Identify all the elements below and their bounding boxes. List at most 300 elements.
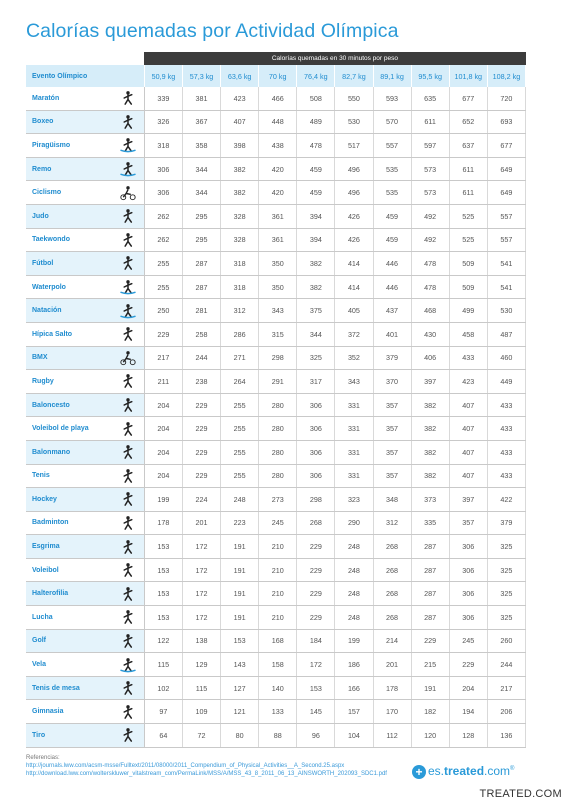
calorie-value: 255 — [221, 393, 259, 417]
calorie-value: 258 — [182, 322, 220, 346]
calorie-value: 245 — [259, 511, 297, 535]
calorie-value: 268 — [373, 606, 411, 630]
calorie-value: 229 — [297, 535, 335, 559]
event-icon-cell — [111, 724, 144, 748]
table-row — [26, 653, 526, 677]
calorie-value: 104 — [335, 724, 373, 748]
event-icon-cell — [111, 417, 144, 441]
event-icon-cell — [111, 346, 144, 370]
calorie-value: 238 — [182, 370, 220, 394]
calorie-value: 459 — [373, 204, 411, 228]
calorie-value: 178 — [373, 676, 411, 700]
calorie-value: 325 — [487, 582, 525, 606]
weight-column-header: 108,2 kg — [487, 65, 525, 87]
event-icon-cell — [111, 87, 144, 110]
table-row — [26, 488, 526, 512]
event-icon-cell — [111, 653, 144, 677]
calorie-value: 446 — [373, 275, 411, 299]
event-name: Hockey — [26, 488, 111, 512]
calorie-value: 448 — [259, 110, 297, 134]
calorie-value: 379 — [373, 346, 411, 370]
event-icon-cell — [111, 676, 144, 700]
calorie-value: 295 — [182, 204, 220, 228]
table-row — [26, 629, 526, 653]
event-icon-cell — [111, 558, 144, 582]
golf-icon — [119, 633, 137, 649]
calorie-value: 109 — [182, 700, 220, 724]
calorie-value: 204 — [144, 464, 182, 488]
calorie-value: 229 — [182, 440, 220, 464]
event-name: Natación — [26, 299, 111, 323]
calorie-value: 382 — [221, 157, 259, 181]
calorie-value: 191 — [411, 676, 449, 700]
calorie-value: 280 — [259, 417, 297, 441]
calorie-value: 593 — [373, 87, 411, 110]
page-title: Calorías quemadas por Actividad Olímpica — [26, 20, 399, 42]
calorie-value: 255 — [144, 275, 182, 299]
cyclist-icon — [119, 185, 137, 201]
calorie-value: 306 — [449, 582, 487, 606]
calorie-value: 326 — [144, 110, 182, 134]
calorie-value: 255 — [144, 252, 182, 276]
weight-column-header: 57,3 kg — [182, 65, 220, 87]
calorie-value: 350 — [259, 275, 297, 299]
event-name: Tenis de mesa — [26, 676, 111, 700]
event-name: Tiro — [26, 724, 111, 748]
calorie-value: 153 — [144, 606, 182, 630]
calorie-value: 489 — [297, 110, 335, 134]
beach-volleyball-icon — [119, 421, 137, 437]
calorie-value: 268 — [373, 558, 411, 582]
event-icon-cell — [111, 511, 144, 535]
calorie-value: 407 — [449, 464, 487, 488]
event-name: Ciclismo — [26, 181, 111, 205]
calorie-value: 210 — [259, 558, 297, 582]
calorie-value: 460 — [487, 346, 525, 370]
weight-column-header: 82,7 kg — [335, 65, 373, 87]
calorie-value: 229 — [411, 629, 449, 653]
calorie-value: 248 — [335, 582, 373, 606]
reference-link[interactable]: http://download.lww.com/wolterskluwer_vitalstream_com/PermaLink/MSS/A/MSS_43_8_2011_06_13_AINSWORTH_202093_SDC1.pdf — [26, 771, 387, 777]
calorie-value: 433 — [487, 440, 525, 464]
calorie-value: 397 — [411, 370, 449, 394]
calorie-value: 357 — [373, 440, 411, 464]
calorie-value: 138 — [182, 629, 220, 653]
calorie-value: 458 — [449, 322, 487, 346]
calorie-value: 260 — [487, 629, 525, 653]
plus-logo-icon: + — [412, 765, 426, 779]
calorie-value: 343 — [335, 370, 373, 394]
calorie-value: 306 — [297, 393, 335, 417]
calorie-value: 382 — [411, 440, 449, 464]
calorie-value: 287 — [182, 275, 220, 299]
event-name: Balonmano — [26, 440, 111, 464]
calorie-value: 290 — [335, 511, 373, 535]
calorie-value: 112 — [373, 724, 411, 748]
event-icon-cell — [111, 204, 144, 228]
calorie-value: 344 — [182, 181, 220, 205]
table-row — [26, 606, 526, 630]
calorie-value: 557 — [373, 134, 411, 158]
hockey-icon — [119, 491, 137, 507]
table-row — [26, 511, 526, 535]
calorie-value: 122 — [144, 629, 182, 653]
calorie-value: 535 — [373, 181, 411, 205]
calorie-value: 287 — [411, 558, 449, 582]
calorie-value: 273 — [259, 488, 297, 512]
calorie-value: 720 — [487, 87, 525, 110]
rowing-icon — [119, 161, 137, 177]
event-name: Esgrima — [26, 535, 111, 559]
taekwondo-icon — [119, 232, 137, 248]
calorie-value: 570 — [373, 110, 411, 134]
calorie-value: 325 — [487, 535, 525, 559]
calorie-value: 406 — [411, 346, 449, 370]
calorie-value: 611 — [449, 157, 487, 181]
table-row — [26, 464, 526, 488]
event-name: Waterpolo — [26, 275, 111, 299]
table-row — [26, 417, 526, 441]
group-header: Calorías quemadas en 30 minutos por peso — [144, 52, 525, 65]
event-name: Halterofilia — [26, 582, 111, 606]
calorie-value: 394 — [297, 228, 335, 252]
calorie-value: 496 — [335, 157, 373, 181]
calorie-value: 306 — [297, 440, 335, 464]
calorie-value: 414 — [335, 252, 373, 276]
calorie-value: 115 — [144, 653, 182, 677]
table-row — [26, 535, 526, 559]
calorie-value: 184 — [297, 629, 335, 653]
table-row — [26, 181, 526, 205]
calorie-value: 229 — [297, 582, 335, 606]
calorie-value: 210 — [259, 582, 297, 606]
event-icon-cell — [111, 488, 144, 512]
event-icon-cell — [111, 228, 144, 252]
calorie-value: 318 — [144, 134, 182, 158]
rugby-icon — [119, 373, 137, 389]
event-icon-cell — [111, 181, 144, 205]
calorie-value: 557 — [487, 228, 525, 252]
event-icon-cell — [111, 629, 144, 653]
calorie-value: 611 — [449, 181, 487, 205]
calorie-value: 433 — [487, 393, 525, 417]
table-row — [26, 700, 526, 724]
calorie-value: 423 — [449, 370, 487, 394]
event-icon-cell — [111, 370, 144, 394]
calorie-value: 191 — [221, 582, 259, 606]
bmx-icon — [119, 350, 137, 366]
event-icon-cell — [111, 700, 144, 724]
calorie-value: 204 — [449, 676, 487, 700]
calorie-value: 317 — [297, 370, 335, 394]
references — [26, 754, 387, 778]
tennis-icon — [119, 468, 137, 484]
calorie-value: 328 — [221, 204, 259, 228]
calorie-value: 323 — [335, 488, 373, 512]
calorie-value: 357 — [373, 417, 411, 441]
calorie-value: 286 — [221, 322, 259, 346]
calorie-value: 287 — [411, 535, 449, 559]
swimmer-icon — [119, 303, 137, 319]
event-name: Taekwondo — [26, 228, 111, 252]
event-name: Voleibol de playa — [26, 417, 111, 441]
calorie-value: 407 — [449, 393, 487, 417]
event-icon-cell — [111, 606, 144, 630]
calorie-value: 157 — [335, 700, 373, 724]
table-row — [26, 134, 526, 158]
table-row — [26, 370, 526, 394]
fencing-icon — [119, 539, 137, 555]
calorie-value: 206 — [487, 700, 525, 724]
calorie-value: 250 — [144, 299, 182, 323]
table-row — [26, 228, 526, 252]
calorie-value: 271 — [221, 346, 259, 370]
calorie-value: 128 — [449, 724, 487, 748]
event-name: Lucha — [26, 606, 111, 630]
calorie-value: 306 — [297, 464, 335, 488]
calorie-value: 96 — [297, 724, 335, 748]
calorie-value: 357 — [449, 511, 487, 535]
calorie-value: 358 — [182, 134, 220, 158]
calorie-value: 509 — [449, 275, 487, 299]
event-icon-cell — [111, 275, 144, 299]
calorie-value: 245 — [449, 629, 487, 653]
table-row — [26, 157, 526, 181]
event-name: Fútbol — [26, 252, 111, 276]
calorie-value: 373 — [411, 488, 449, 512]
calorie-value: 217 — [144, 346, 182, 370]
calorie-value: 229 — [449, 653, 487, 677]
calorie-value: 172 — [297, 653, 335, 677]
calorie-value: 459 — [373, 228, 411, 252]
calorie-value: 295 — [182, 228, 220, 252]
event-name: Tenis — [26, 464, 111, 488]
calorie-value: 325 — [487, 606, 525, 630]
calorie-value: 204 — [144, 440, 182, 464]
calorie-value: 248 — [221, 488, 259, 512]
calorie-value: 172 — [182, 606, 220, 630]
calorie-value: 172 — [182, 535, 220, 559]
references-label: Referencias: — [26, 755, 60, 761]
calorie-value: 611 — [411, 110, 449, 134]
event-name: Baloncesto — [26, 393, 111, 417]
table-row — [26, 346, 526, 370]
calorie-value: 291 — [259, 370, 297, 394]
calorie-value: 375 — [297, 299, 335, 323]
calorie-value: 315 — [259, 322, 297, 346]
calorie-value: 194 — [449, 700, 487, 724]
badminton-icon — [119, 515, 137, 531]
calorie-value: 446 — [373, 252, 411, 276]
table-row — [26, 393, 526, 417]
calorie-value: 394 — [297, 204, 335, 228]
table-row — [26, 440, 526, 464]
event-name: Golf — [26, 629, 111, 653]
calorie-value: 210 — [259, 606, 297, 630]
event-name: Rugby — [26, 370, 111, 394]
calorie-value: 401 — [373, 322, 411, 346]
calorie-value: 468 — [411, 299, 449, 323]
event-name: Remo — [26, 157, 111, 181]
table-row — [26, 110, 526, 134]
calorie-value: 244 — [182, 346, 220, 370]
calorie-value: 597 — [411, 134, 449, 158]
calorie-value: 478 — [411, 275, 449, 299]
event-icon-cell — [111, 464, 144, 488]
calorie-value: 255 — [221, 464, 259, 488]
table-row — [26, 252, 526, 276]
event-icon-cell — [111, 252, 144, 276]
calorie-value: 210 — [259, 535, 297, 559]
calorie-value: 335 — [411, 511, 449, 535]
calorie-value: 255 — [221, 440, 259, 464]
calorie-value: 420 — [259, 181, 297, 205]
calorie-value: 449 — [487, 370, 525, 394]
calorie-value: 352 — [335, 346, 373, 370]
calorie-value: 172 — [182, 558, 220, 582]
table-row — [26, 275, 526, 299]
calorie-value: 166 — [335, 676, 373, 700]
calorie-value: 268 — [297, 511, 335, 535]
event-name: Boxeo — [26, 110, 111, 134]
calorie-value: 573 — [411, 157, 449, 181]
calorie-value: 255 — [221, 417, 259, 441]
calorie-value: 121 — [221, 700, 259, 724]
calorie-value: 478 — [297, 134, 335, 158]
calorie-value: 414 — [335, 275, 373, 299]
calorie-value: 478 — [411, 252, 449, 276]
calorie-value: 172 — [182, 582, 220, 606]
calorie-value: 186 — [335, 653, 373, 677]
calorie-value: 367 — [182, 110, 220, 134]
table-row — [26, 299, 526, 323]
calorie-value: 487 — [487, 322, 525, 346]
calorie-value: 677 — [449, 87, 487, 110]
calorie-value: 652 — [449, 110, 487, 134]
calorie-value: 280 — [259, 393, 297, 417]
calorie-value: 541 — [487, 252, 525, 276]
calorie-value: 199 — [335, 629, 373, 653]
weight-column-header: 95,5 kg — [411, 65, 449, 87]
calorie-value: 153 — [144, 582, 182, 606]
event-icon-cell — [111, 322, 144, 346]
calorie-value: 550 — [335, 87, 373, 110]
weightlifting-icon — [119, 586, 137, 602]
calorie-value: 466 — [259, 87, 297, 110]
calorie-value: 405 — [335, 299, 373, 323]
table-row — [26, 582, 526, 606]
calorie-value: 492 — [411, 228, 449, 252]
wrestling-icon — [119, 609, 137, 625]
calorie-value: 328 — [221, 228, 259, 252]
calorie-value: 229 — [297, 558, 335, 582]
calorie-value: 459 — [297, 181, 335, 205]
calorie-value: 357 — [373, 464, 411, 488]
event-column-header: Evento Olímpico — [26, 65, 144, 87]
calorie-value: 298 — [297, 488, 335, 512]
calorie-value: 64 — [144, 724, 182, 748]
calorie-value: 262 — [144, 228, 182, 252]
calorie-value: 361 — [259, 204, 297, 228]
calorie-value: 331 — [335, 440, 373, 464]
calorie-value: 331 — [335, 464, 373, 488]
calorie-value: 229 — [297, 606, 335, 630]
calorie-value: 557 — [487, 204, 525, 228]
event-name: Hípica Salto — [26, 322, 111, 346]
calorie-value: 97 — [144, 700, 182, 724]
calorie-value: 381 — [182, 87, 220, 110]
calorie-value: 214 — [373, 629, 411, 653]
calorie-value: 407 — [449, 440, 487, 464]
handball-icon — [119, 444, 137, 460]
calorie-value: 204 — [144, 417, 182, 441]
calorie-value: 306 — [297, 417, 335, 441]
calorie-value: 133 — [259, 700, 297, 724]
calorie-value: 306 — [449, 558, 487, 582]
calorie-value: 525 — [449, 228, 487, 252]
calorie-value: 499 — [449, 299, 487, 323]
calorie-value: 357 — [373, 393, 411, 417]
volleyball-icon — [119, 562, 137, 578]
calorie-value: 211 — [144, 370, 182, 394]
runner-icon — [119, 90, 137, 106]
calorie-value: 153 — [221, 629, 259, 653]
calorie-value: 437 — [373, 299, 411, 323]
calorie-value: 459 — [297, 157, 335, 181]
waterpolo-icon — [119, 279, 137, 295]
calorie-value: 80 — [221, 724, 259, 748]
calorie-value: 287 — [411, 582, 449, 606]
calorie-value: 382 — [221, 181, 259, 205]
calorie-value: 223 — [221, 511, 259, 535]
calorie-value: 693 — [487, 110, 525, 134]
calorie-value: 140 — [259, 676, 297, 700]
calorie-value: 407 — [221, 110, 259, 134]
calorie-value: 215 — [411, 653, 449, 677]
calorie-value: 677 — [487, 134, 525, 158]
calorie-value: 530 — [487, 299, 525, 323]
calorie-value: 145 — [297, 700, 335, 724]
calorie-value: 158 — [259, 653, 297, 677]
calorie-value: 115 — [182, 676, 220, 700]
calorie-value: 229 — [182, 393, 220, 417]
calorie-value: 573 — [411, 181, 449, 205]
event-name: Badminton — [26, 511, 111, 535]
event-icon-cell — [111, 535, 144, 559]
calorie-value: 637 — [449, 134, 487, 158]
event-icon-cell — [111, 157, 144, 181]
calorie-value: 370 — [373, 370, 411, 394]
event-name: BMX — [26, 346, 111, 370]
calorie-value: 224 — [182, 488, 220, 512]
calorie-value: 306 — [449, 535, 487, 559]
calorie-value: 306 — [144, 181, 182, 205]
calorie-value: 331 — [335, 393, 373, 417]
calorie-value: 649 — [487, 157, 525, 181]
event-icon-cell — [111, 299, 144, 323]
calorie-value: 382 — [411, 417, 449, 441]
calorie-value: 287 — [182, 252, 220, 276]
canoe-icon — [119, 137, 137, 153]
horse-icon — [119, 326, 137, 342]
calorie-value: 509 — [449, 252, 487, 276]
calorie-value: 343 — [259, 299, 297, 323]
calorie-value: 306 — [449, 606, 487, 630]
reference-link[interactable]: http://journals.lww.com/acsm-msse/Fulltext/2011/08000/2011_Compendium_of_Physical_Activities__A_Second.25.aspx — [26, 763, 345, 769]
calorie-value: 199 — [144, 488, 182, 512]
calorie-value: 280 — [259, 440, 297, 464]
calorie-value: 382 — [297, 252, 335, 276]
